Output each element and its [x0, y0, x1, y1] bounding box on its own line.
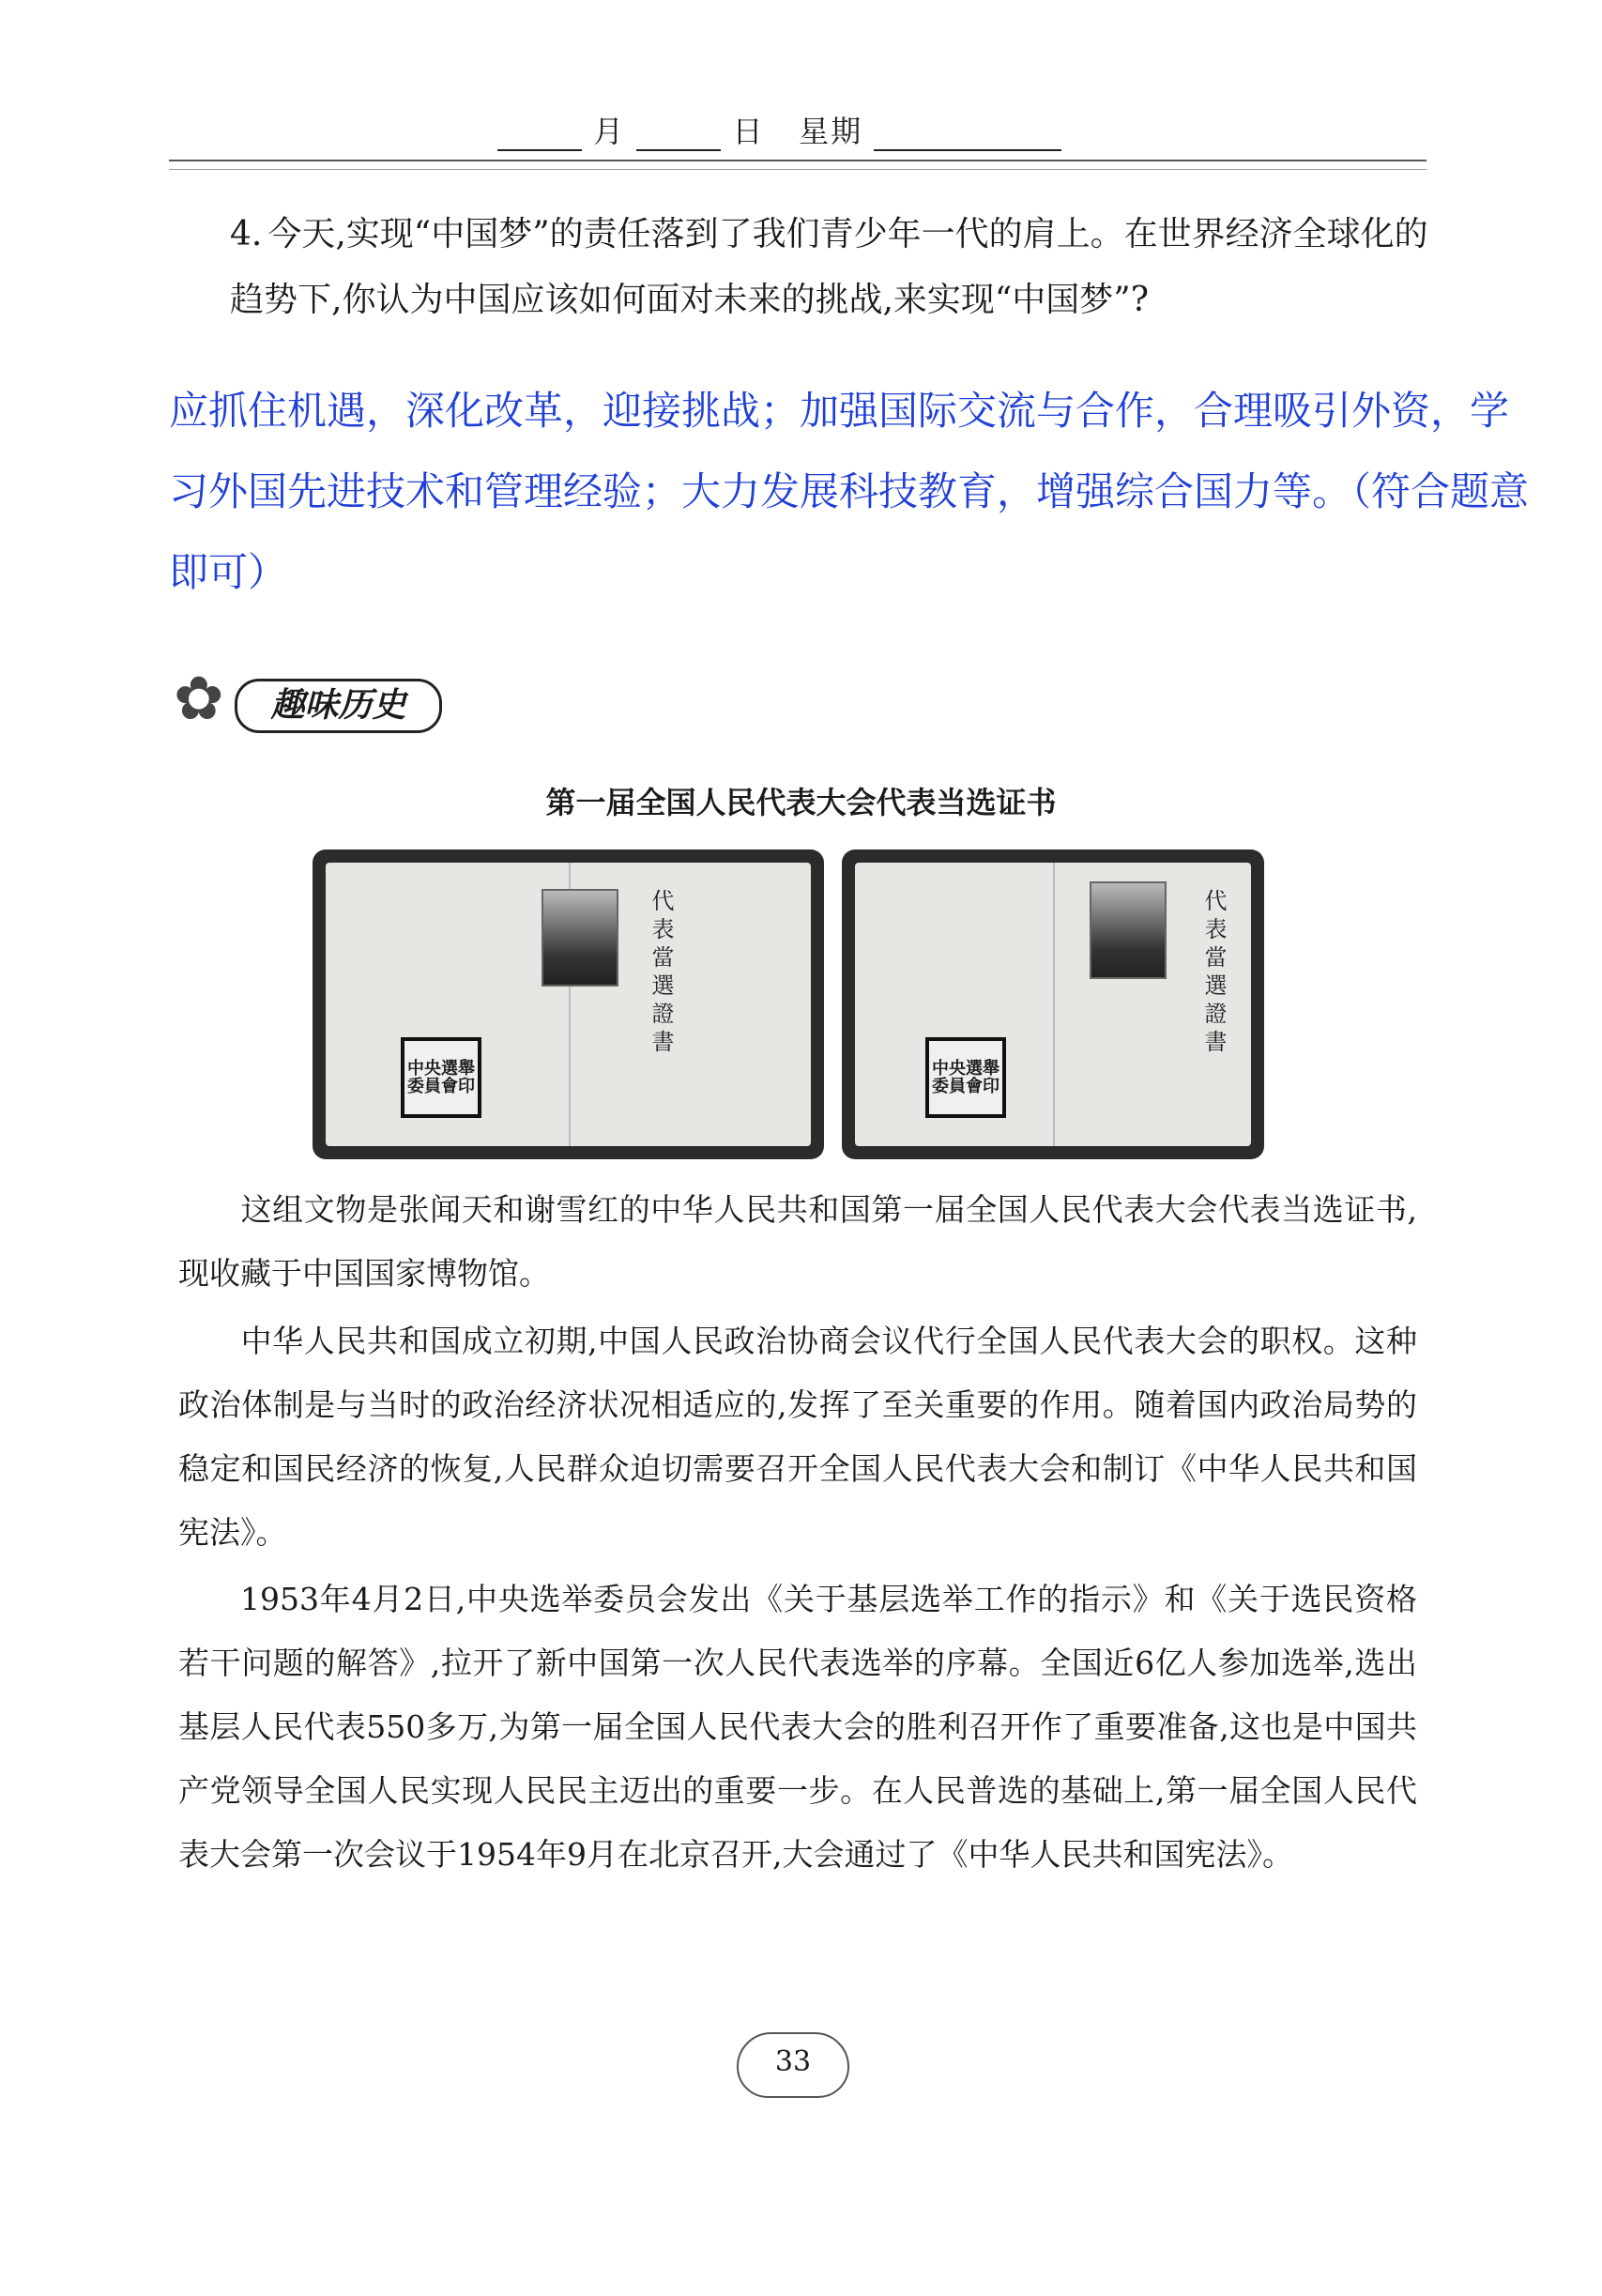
question-number: 4. [230, 215, 263, 253]
day-blank [636, 121, 721, 151]
paragraph-1 [178, 1178, 1417, 1306]
day-label: 日 [732, 114, 765, 149]
certificate-fold [1053, 863, 1055, 1146]
weekday-label: 星期 [799, 114, 863, 149]
certificate-title: 代表當選證書 [1200, 889, 1227, 1058]
answer-text: 应抓住机遇，深化改革，迎接挑战；加强国际交流与合作，合理吸引外资，学习外国先进技术和管理经验；大力发展科技教育，增强综合国力等。（符合题意即可） [169, 388, 1530, 595]
paragraph-3-text: 1953年4月2日,中央选举委员会发出《关于基层选举工作的指示》和《关于选民资格若干问题的解答》,拉开了新中国第一次人民代表选举的序幕。全国近6亿人参加选举,选出基层人民代表550多万,为第一届全国人民代表大会的胜利召开作了重要准备,这也是中国共产党领导全国人民实现人民民主迈出的重要一步。在人民普选的基础上,第一届全国人民代表大会第一次会议于1954年9月在北京召开,大会通过了《中华人民共和国宪法》。 [178, 1581, 1417, 1873]
date-line [497, 108, 1061, 151]
portrait-photo [542, 889, 618, 987]
section-badge-title: 趣味历史 [235, 679, 442, 733]
paragraph-2 [178, 1309, 1417, 1565]
seal-stamp: 中央選舉委員會印 [925, 1037, 1006, 1118]
question-text: 今天,实现“中国梦”的责任落到了我们青少年一代的肩上。在世界经济全球化的趋势下,你认为中国应该如何面对未来的挑战,来实现“中国梦”? [230, 215, 1428, 319]
month-label: 月 [593, 114, 626, 149]
page-number: 33 [774, 2045, 812, 2078]
figure-caption: 第一届全国人民代表大会代表当选证书 [545, 785, 1057, 820]
paragraph-1-text: 这组文物是张闻天和谢雪红的中华人民共和国第一届全国人民代表大会代表当选证书,现收藏于中国国家博物馆。 [178, 1191, 1417, 1292]
weekday-blank [874, 121, 1061, 151]
page-number-badge [737, 2032, 849, 2103]
certificate-image-2 [842, 850, 1264, 1159]
flower-icon: ✿ [174, 665, 224, 734]
portrait-photo [1090, 881, 1167, 979]
header-divider [169, 160, 1427, 170]
paragraph-3 [178, 1568, 1417, 1887]
certificate-image-1 [313, 850, 824, 1159]
section-badge [174, 662, 446, 737]
page-header [150, 89, 1464, 192]
paragraph-2-text: 中华人民共和国成立初期,中国人民政治协商会议代行全国人民代表大会的职权。这种政治体制是与当时的政治经济状况相适应的,发挥了至关重要的作用。随着国内政治局势的稳定和国民经济的恢复,人民群众迫切需要召开全国人民代表大会和制订《中华人民共和国宪法》。 [178, 1323, 1417, 1551]
month-blank [497, 121, 582, 151]
question-4 [230, 202, 1431, 333]
seal-stamp: 中央選舉委員會印 [401, 1037, 481, 1118]
certificate-title: 代表當選證書 [648, 889, 674, 1058]
